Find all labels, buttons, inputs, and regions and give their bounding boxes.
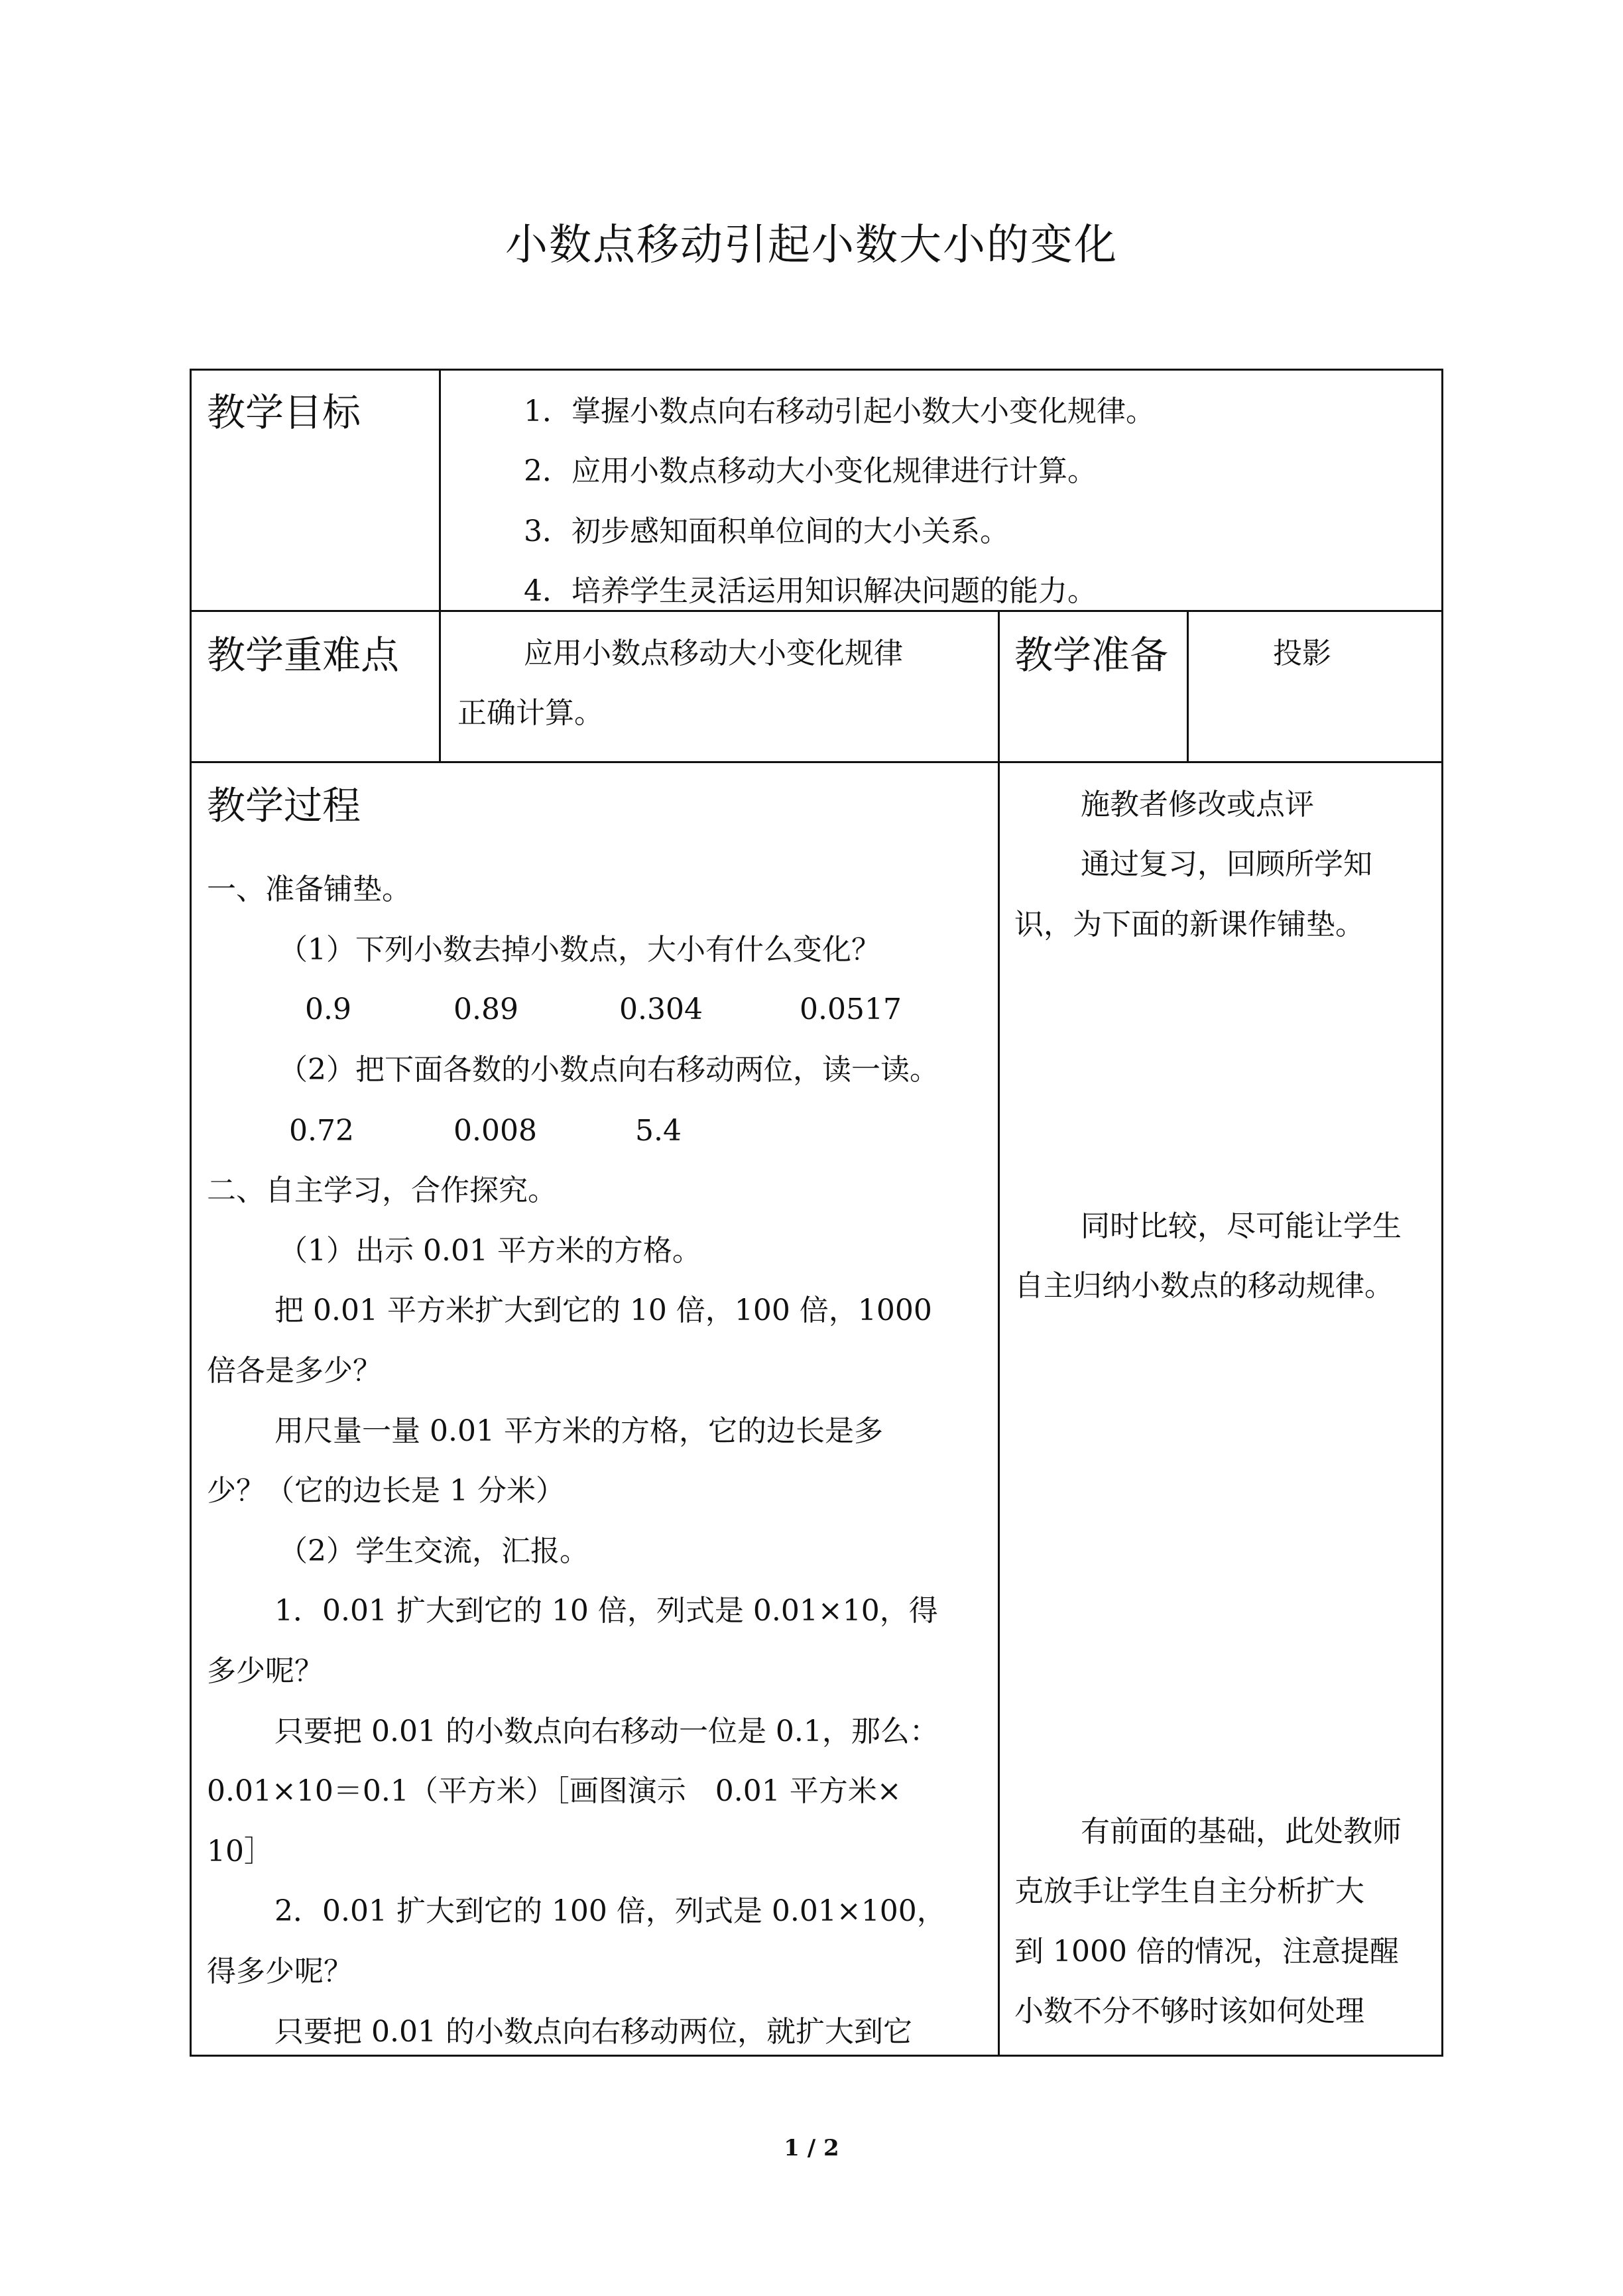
comment-line: 识，为下面的新课作铺垫。 (1014, 908, 1364, 941)
process-number: 0.72 (289, 1114, 354, 1148)
key-points-text: 应用小数点移动大小变化规律 (524, 636, 903, 670)
process-line: 10］ (207, 1835, 273, 1868)
process-line: 多少呢？ (207, 1654, 324, 1688)
process-line: 2．0.01 扩大到它的 100 倍，列式是 0.01×100， (274, 1894, 946, 1928)
col-divider-prep-label (998, 610, 1000, 2057)
objective-item: 2．应用小数点移动大小变化规律进行计算。 (524, 454, 1097, 488)
process-line: 得多少呢？ (207, 1955, 353, 1988)
process-line: 只要把 0.01 的小数点向右移动两位，就扩大到它 (274, 2015, 912, 2049)
comment-line: 到 1000 倍的情况，注意提醒 (1014, 1935, 1399, 1968)
process-number: 0.008 (453, 1114, 537, 1148)
comment-line: 克放手让学生自主分析扩大 (1014, 1874, 1364, 1908)
comments-heading: 施教者修改或点评 (1081, 788, 1314, 821)
col-divider-prep-value (1187, 610, 1189, 763)
process-label: 教学过程 (207, 783, 361, 828)
process-line: 只要把 0.01 的小数点向右移动一位是 0.1，那么： (274, 1715, 939, 1748)
process-line: （1）出示 0.01 平方米的方格。 (278, 1234, 701, 1268)
process-line: 一、准备铺垫。 (207, 873, 411, 906)
col-divider-label (439, 369, 441, 763)
objectives-label: 教学目标 (207, 390, 361, 435)
prep-value: 投影 (1273, 636, 1331, 670)
process-line: 二、自主学习，合作探究。 (207, 1174, 557, 1207)
comment-line: 有前面的基础，此处教师 (1081, 1815, 1402, 1848)
process-line: 少？（它的边长是 1 分米） (207, 1474, 565, 1508)
key-points-text: 正确计算。 (457, 696, 603, 730)
process-line: （1）下列小数去掉小数点，大小有什么变化？ (278, 933, 880, 967)
objective-item: 4．培养学生灵活运用知识解决问题的能力。 (524, 574, 1097, 608)
comment-line: 同时比较，尽可能让学生 (1081, 1209, 1402, 1243)
objective-item: 1．掌握小数点向右移动引起小数大小变化规律。 (524, 394, 1155, 428)
process-line: （2）把下面各数的小数点向右移动两位，读一读。 (278, 1053, 939, 1087)
process-line: 用尺量一量 0.01 平方米的方格，它的边长是多 (274, 1414, 883, 1448)
process-line: （2）学生交流，汇报。 (278, 1534, 589, 1568)
objective-item: 3．初步感知面积单位间的大小关系。 (524, 514, 1009, 548)
process-number: 0.9 (305, 993, 351, 1026)
process-line: 把 0.01 平方米扩大到它的 10 倍，100 倍，1000 (274, 1294, 932, 1327)
process-line: 倍各是多少？ (207, 1354, 382, 1388)
process-number: 0.0517 (800, 993, 902, 1026)
comment-line: 通过复习，回顾所学知 (1081, 847, 1372, 881)
comment-line: 小数不分不够时该如何处理 (1014, 1994, 1364, 2028)
process-line: 0.01×10＝0.1（平方米）［画图演示 0.01 平方米× (207, 1774, 902, 1808)
key-points-label: 教学重难点 (207, 633, 400, 678)
page-number: 1 / 2 (784, 2135, 839, 2161)
process-number: 0.89 (453, 993, 518, 1026)
prep-label: 教学准备 (1014, 633, 1169, 678)
comment-line: 自主归纳小数点的移动规律。 (1014, 1269, 1394, 1303)
process-number: 5.4 (635, 1114, 682, 1148)
row-divider-keypoints (190, 761, 1443, 763)
page-title: 小数点移动引起小数大小的变化 (505, 221, 1118, 270)
process-line: 1．0.01 扩大到它的 10 倍，列式是 0.01×10，得 (274, 1594, 938, 1628)
process-number: 0.304 (619, 993, 703, 1026)
